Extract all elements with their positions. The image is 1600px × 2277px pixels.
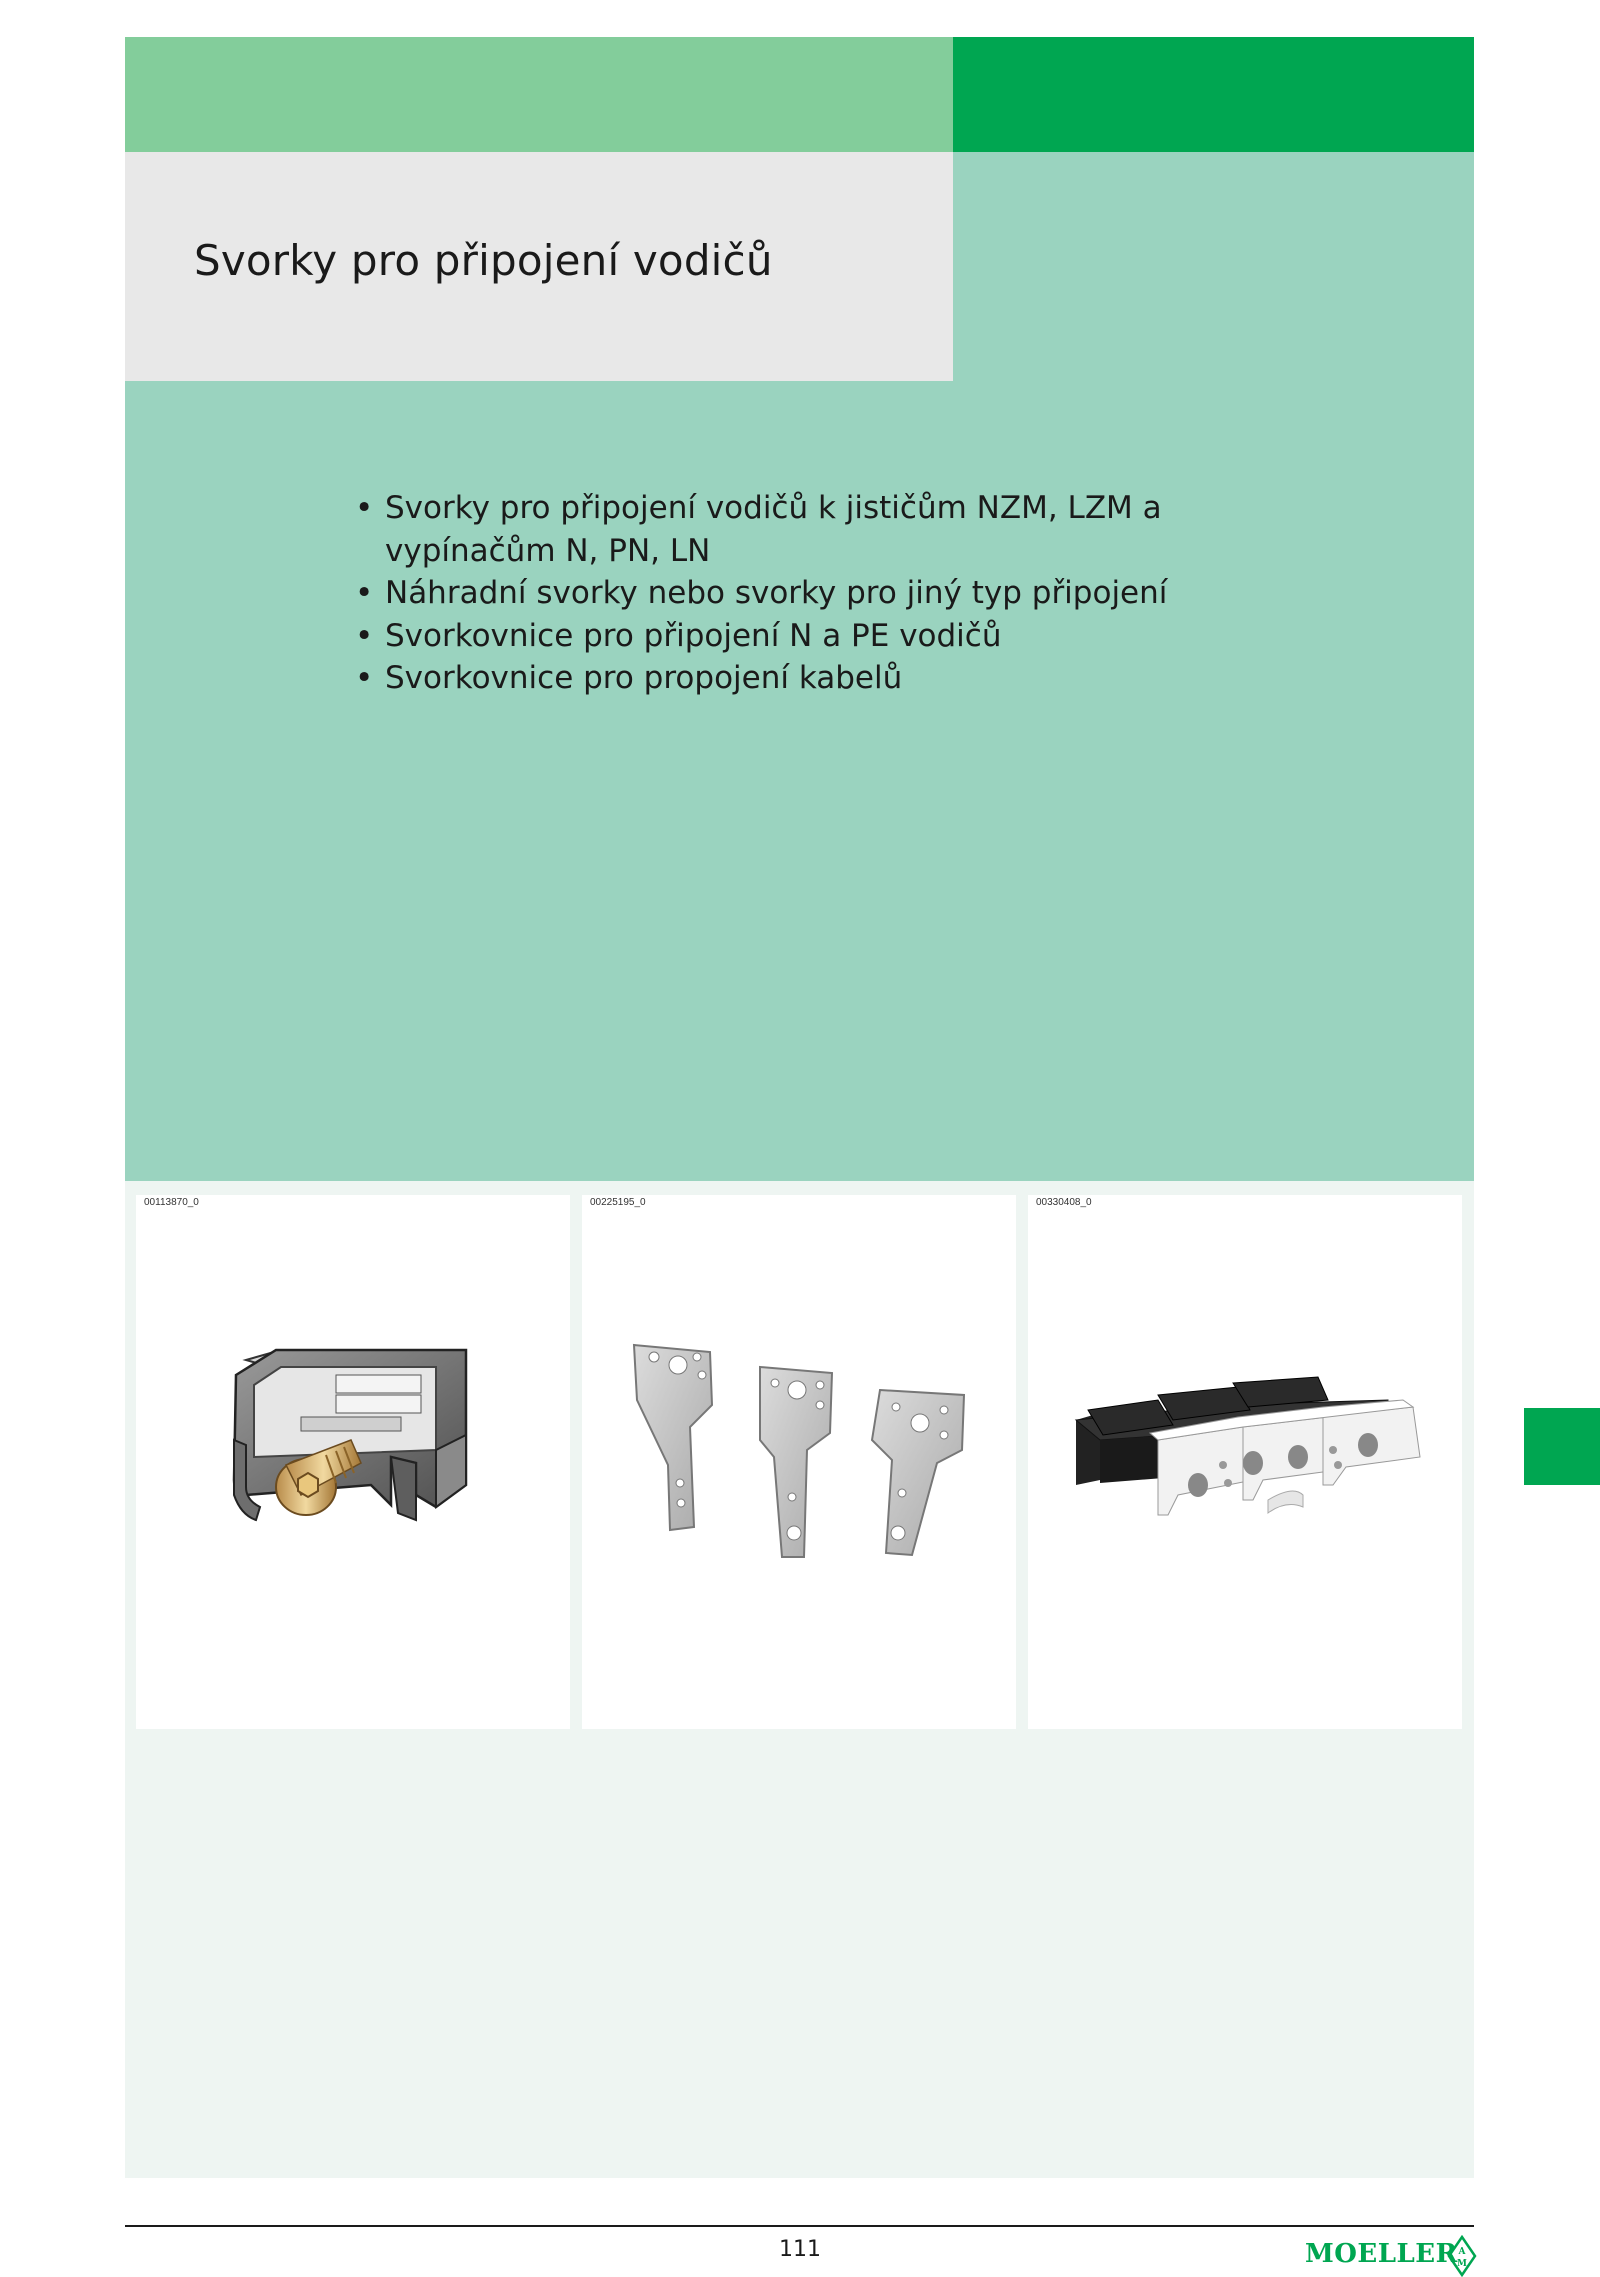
image-code: 00225195_0: [590, 1197, 646, 1208]
connection-plates-image: [582, 1195, 1016, 1729]
feature-item: • Svorky pro připojení vodičů k jističům NZM, LZM a vypínačům N, PN, LN: [355, 487, 1315, 572]
footer-rule: [125, 2225, 1474, 2227]
section-tab: [1524, 1408, 1600, 1485]
logo-text: MOELLER: [1305, 2239, 1458, 2269]
image-code: 00113870_0: [144, 1197, 199, 1208]
feature-item: • Svorkovnice pro připojení N a PE vodičů: [355, 615, 1315, 658]
terminal-block-image: [1028, 1195, 1462, 1729]
svg-text:A: A: [1458, 2247, 1466, 2257]
page-title: Svorky pro připojení vodičů: [194, 236, 773, 285]
product-card-1: [136, 1195, 570, 1729]
header-band-light: [125, 37, 953, 152]
svg-text:M: M: [1457, 2259, 1467, 2269]
box-terminal-image: [136, 1195, 570, 1729]
page-number: 111: [779, 2237, 821, 2262]
feature-list: [355, 487, 1315, 700]
image-code: 00330408_0: [1036, 1197, 1092, 1208]
logo-badge-icon: [1447, 2235, 1477, 2277]
product-card-3: [1028, 1195, 1462, 1729]
feature-item: • Svorkovnice pro propojení kabelů: [355, 657, 1315, 700]
feature-item: • Náhradní svorky nebo svorky pro jiný typ připojení: [355, 572, 1315, 615]
header-band-dark: [953, 37, 1474, 152]
product-card-2: [582, 1195, 1016, 1729]
